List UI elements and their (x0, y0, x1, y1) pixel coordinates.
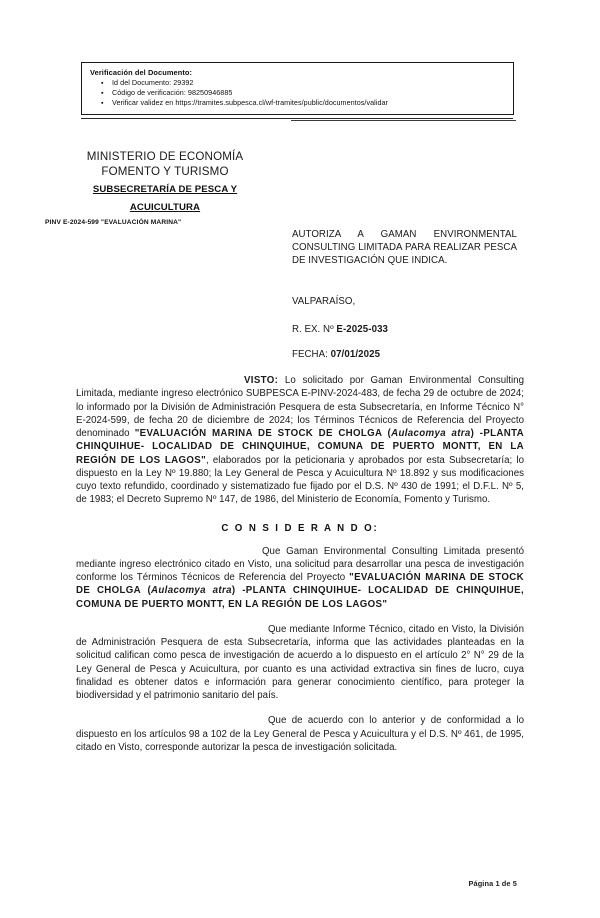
considerando-2-text: Que mediante Informe Técnico, citado en Visto, la División de Administración Pesquera de esta Subsecretaría, informa que las actividades planteadas en la solicitud califican como pesca de investigación de acuerdo a lo dispuesto en el artículo 2° N° 29 de la Ley General de Pesca y Acuicultura, por cuanto es una actividad extractiva sin fines de lucro, cuya finalidad es obtener datos e información para generar conocimiento científico, para proteger la biodiversidad y el patrimonio sanitario del país. (76, 623, 524, 701)
bullet-icon: ▪ (101, 99, 104, 107)
paragraph-visto (76, 374, 524, 507)
project-reference-code: PINV E-2024-599 "EVALUACIÓN MARINA" (45, 219, 182, 226)
verification-box-title: Verificación del Documento: (90, 68, 193, 77)
visto-text-part-2: , elaborados por la peticionaria y aprobados por esta Subsecretaría; lo dispuesto en la Ley Nº 19.880; la Ley General de Pesca y Acuicultura Nº 18.892 y sus modificaciones cuyo texto refundido, coordinado y sistematizado fue fijado por el D.S. Nº 430 de 1991; el D.F.L. Nº 5, de 1983; el Decreto Supremo Nº 147, de 1986, del Ministerio de Economía, Fomento y Turismo. (76, 454, 524, 506)
verification-item-text: Id del Documento: 29392 (112, 78, 194, 87)
bullet-icon: ▪ (101, 79, 104, 87)
date-line (292, 349, 380, 360)
verification-item-document-id (101, 78, 507, 88)
visto-project-title-mid: ) -PLANTA CHINQUIHUE- LOCALIDAD DE CHINQUIHUE, COMUNA DE PUERTO MONTT, EN LA REGIÓN DE LOS LAGOS" (76, 428, 525, 466)
ministry-name-line-1: MINISTERIO DE ECONOMÍA (86, 150, 244, 163)
subsecretaria-name-line-1: SUBSECRETARÍA DE PESCA Y (92, 184, 238, 196)
considerando-1-project-title-open: "EVALUACIÓN MARINA DE STOCK DE CHOLGA ( (76, 572, 524, 597)
subject-text: AUTORIZA A GAMAN ENVIRONMENTAL CONSULTING LIMITADA PARA REALIZAR PESCA DE INVESTIGACIÓN QUE INDICA. (292, 229, 517, 267)
considerando-heading: C O N S I D E R A N D O: (221, 522, 379, 534)
page-number-label: Página 1 de 5 (468, 879, 517, 888)
verification-box-underline-extension (291, 120, 516, 121)
date-label: FECHA: (292, 349, 328, 360)
paragraph-considerando-3 (76, 714, 524, 754)
considerando-1-project-species: Aulacomya atra (151, 585, 232, 597)
verification-item-code (101, 88, 507, 98)
considerando-3-text: Que de acuerdo con lo anterior y de conformidad a lo dispuesto en los artículos 98 a 102 de la Ley General de Pesca y Acuicultura y el D.S. Nº 461, de 1995, citado en Visto, corresponde autorizar la pesca de investigación solicitada. (76, 715, 524, 753)
verification-box (81, 62, 514, 115)
verification-box-underline (81, 118, 513, 119)
visto-text-part-1: Lo solicitado por Gaman Environmental Consulting Limitada, mediante ingreso electrónico SUBPESCA E-PINV-2024-483, de fecha 29 de octubre de 2024; lo informado por la División de Administración Pesquera de esta Subsecretaría, en Informe Técnico N° E-2024-599, de fecha 20 de diciembre de 2024; los Términos Técnicos de Referencia del Proyecto denominado (76, 375, 524, 439)
considerando-1-text: Que Gaman Environmental Consulting Limitada presentó mediante ingreso electrónico citado en Visto, una solicitud para desarrollar una pesca de investigación conforme los Términos Técnicos de Referencia del Proyecto (76, 545, 524, 583)
document-body (76, 374, 524, 766)
resolution-number: E-2025-033 (336, 324, 389, 335)
visto-project-species: Aulacomya atra (391, 428, 471, 439)
page-footer (0, 879, 600, 888)
paragraph-considerando-1 (76, 545, 524, 611)
considerando-1-project-title-mid: ) -PLANTA CHINQUIHUE- LOCALIDAD DE CHINQUIHUE, COMUNA DE PUERTO MONTT, EN LA REGIÓN DE LOS LAGOS" (76, 585, 524, 610)
verification-item-url[interactable] (101, 98, 507, 108)
ministry-name-line-2: FOMENTO Y TURISMO (101, 164, 229, 178)
paragraph-considerando-2 (76, 623, 524, 703)
date-value: 07/01/2025 (330, 349, 381, 360)
subsecretaria-name-line-2: ACUICULTURA (129, 201, 201, 213)
resolution-label: R. EX. Nº (292, 324, 334, 335)
bullet-icon: ▪ (101, 89, 104, 97)
visto-label: VISTO: (244, 375, 279, 386)
letterhead (40, 150, 290, 226)
place-line: VALPARAÍSO, (292, 296, 356, 307)
verification-item-text: Código de verificación: 98250946885 (112, 88, 233, 98)
verification-items-list (90, 78, 507, 109)
visto-project-title-open: "EVALUACIÓN MARINA DE STOCK DE CHOLGA ( (134, 428, 392, 439)
verification-item-text: Verificar validez en https://tramites.subpesca.cl/wf-tramites/public/documentos/validar (112, 98, 388, 108)
resolution-number-line (292, 324, 388, 335)
subject-block (292, 228, 517, 268)
